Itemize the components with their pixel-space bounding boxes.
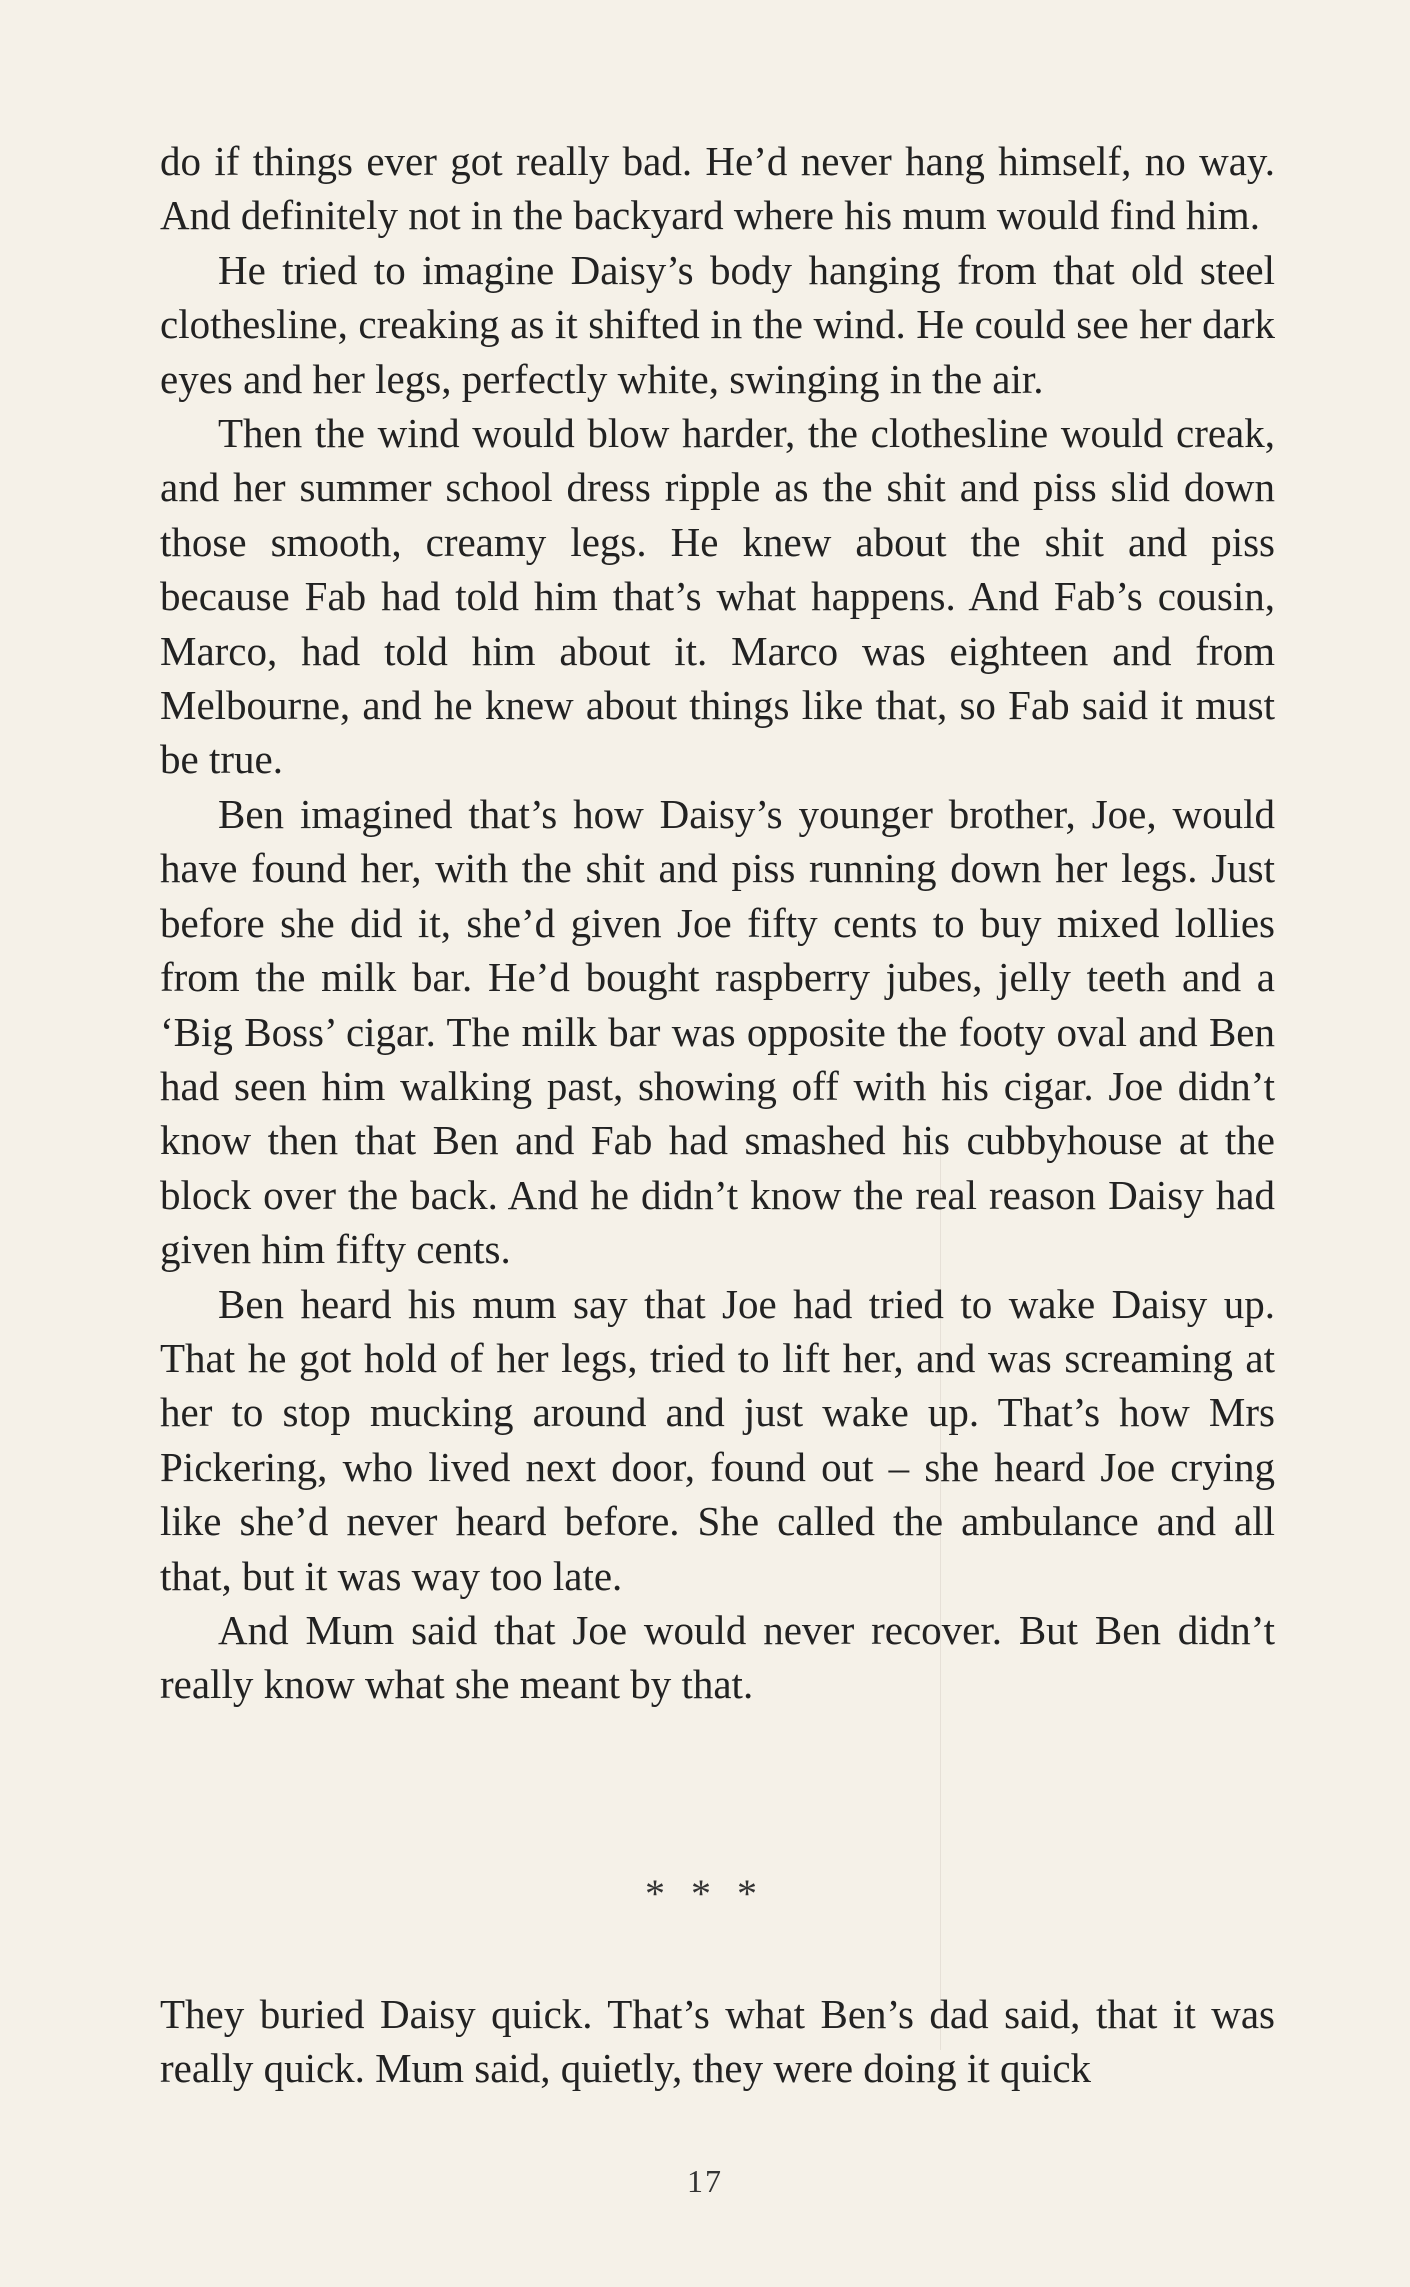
paragraph: Ben heard his mum say that Joe had tried to wake Daisy up. That he got hold of her legs, tried to lift her, and was screaming at her to stop mucking around and just wake up. That’s how Mrs Pickering, who lived next door, found out – she heard Joe crying like she’d never heard before. She called the ambulance and all that, but it was way too late. — [160, 1280, 1275, 1599]
section-break: * * * — [645, 1871, 765, 1916]
closing-text — [160, 1987, 1275, 2096]
paragraph: And Mum said that Joe would never recover. But Ben didn’t really know what she meant by that. — [160, 1606, 1275, 1708]
paragraph: They buried Daisy quick. That’s what Ben’s dad said, that it was really quick. Mum said, quietly, they were doing it quick — [160, 1991, 1275, 2092]
paragraph: do if things ever got really bad. He’d never hang himself, no way. And definitely not in the backyard where his mum would find him. — [160, 138, 1275, 239]
paragraph: He tried to imagine Daisy’s body hanging from that old steel clothesline, creaking as it shifted in the wind. He could see her dark eyes and her legs, perfectly white, swinging in the air. — [160, 246, 1275, 402]
paragraph: Then the wind would blow harder, the clothesline would creak, and her summer school dress ripple as the shit and piss slid down those smooth, creamy legs. He knew about the shit and piss because Fab had told him that’s what happens. And Fab’s cousin, Marco, had told him about it. Marco was eighteen and from Melbourne, and he knew about things like that, so Fab said it must be true. — [160, 410, 1275, 783]
body-text — [160, 134, 1275, 1712]
page-number: 17 — [687, 2163, 723, 2199]
paragraph: Ben imagined that’s how Daisy’s younger brother, Joe, would have found her, with the shit and piss running down her legs. Just before she did it, she’d given Joe fifty cents to buy mixed lollies from the milk bar. He’d bought raspberry jubes, jelly teeth and a ‘Big Boss’ cigar. The milk bar was opposite the footy oval and Ben had seen him walking past, showing off with his cigar. Joe didn’t know then that Ben and Fab had smashed his cubbyhouse at the block over the back. And he didn’t know the real reason Daisy had given him fifty cents. — [160, 790, 1275, 1273]
